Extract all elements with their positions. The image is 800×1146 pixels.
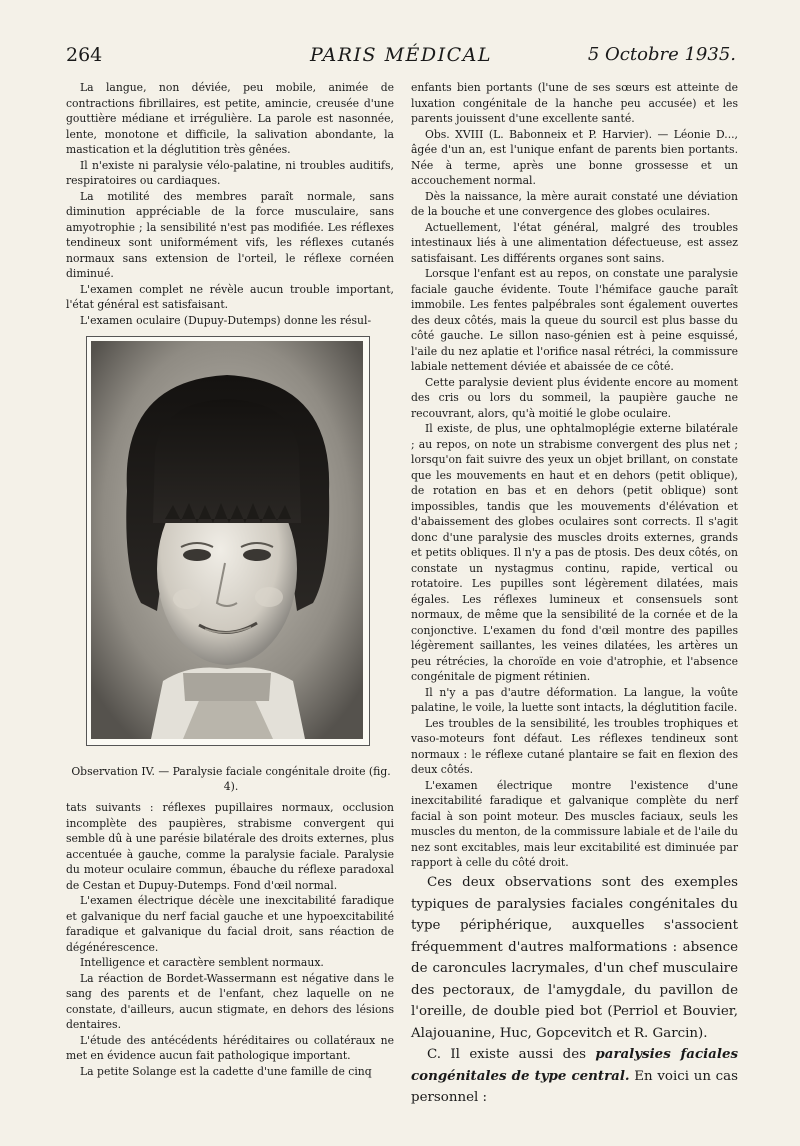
paragraph: Cette paralysie devient plus évidente encore au moment des cris ou lors du sommeil, la paupière gauche ne recouvrant, alors, qu'à moitié le globe oculaire.: [411, 375, 738, 420]
paragraph: enfants bien portants (l'une de ses sœurs est atteinte de luxation congénitale de la hanche peu accusée) et les parents jouissent d'une excellente santé.: [411, 81, 738, 125]
paragraph: Intelligence et caractère semblent normaux.: [80, 956, 324, 969]
figure-caption: Observation IV. — Paralysie faciale congénitale droite (fig. 4).: [71, 765, 391, 793]
right-column-top: [411, 80, 738, 871]
paragraph: L'examen électrique décèle une inexcitabilité faradique et galvanique du nerf facial gauche et une hypoexcitabilité faradique et galvanique du facial droit, sans réaction de dégénérescence.: [66, 894, 394, 954]
journal-title: PARIS MÉDICAL: [309, 44, 493, 66]
paragraph: L'examen oculaire (Dupuy-Dutemps) donne les résul-: [80, 313, 372, 327]
paragraph: La petite Solange est la cadette d'une famille de cinq: [80, 1064, 372, 1078]
paragraph: L'examen électrique montre l'existence d'une inexcitabilité faradique et galvanique complète du nerf facial à son point moteur. Des muscles faciaux, seuls les muscles du menton, de la commissure labiale et de l'aile du nez sont excitables, mais leur excitabilité est diminuée par rapport à celle du côté droit.: [411, 778, 738, 869]
figure-photo-frame: [86, 336, 370, 746]
page-number: 264: [66, 44, 103, 66]
child-portrait-photo: [91, 341, 363, 739]
paragraph: La réaction de Bordet-Wassermann est négative dans le sang des parents et de l'enfant, chez laquelle on ne constate, d'ailleurs, aucun stigmate, en dehors des lésions dentaires.: [66, 971, 394, 1031]
paragraph: [411, 1044, 738, 1109]
paragraph: Ces deux observations sont des exemples typiques de paralysies faciales congénitales du type périphérique, auxquelles s'associent fréquemment d'autres malformations : absence de caroncules lacrymales, d'un chef musculaire des pectoraux, de l'amygdale, du pavillon de l'oreille, de double pied bot (Perriol et Bouvier, Alajouanine, Huc, Gopcevitch et R. Garcin).: [411, 875, 738, 1041]
paragraph: L'examen complet ne révèle aucun trouble important, l'état général est satisfaisant.: [66, 282, 394, 311]
text-run: En voici un cas personnel :: [411, 1068, 738, 1105]
paragraph: Obs. XVIII (L. Babonneix et P. Harvier). — Léonie D..., âgée d'un an, est l'unique enfant de parents bien portants. Née à terme, après une bonne grossesse et un accouchement normal.: [411, 127, 738, 187]
paragraph: Actuellement, l'état général, malgré des troubles intestinaux liés à une alimentation défectueuse, est assez satisfaisant. Les différents organes sont sains.: [411, 220, 738, 265]
issue-date: 5 Octobre 1935.: [587, 44, 736, 65]
left-column-bottom: [66, 800, 394, 1079]
paragraph: Dès la naissance, la mère aurait constaté une déviation de la bouche et une convergence des globes oculaires.: [411, 189, 738, 218]
left-column-top: [66, 80, 394, 328]
right-column-bottom: [411, 872, 738, 1109]
paragraph: tats suivants : réflexes pupillaires normaux, occlusion incomplète des paupières, strabisme convergent qui semble dû à une parésie bilatérale des droits externes, plus accentuée à gauche, comme la paralysie faciale. Paralysie du moteur oculaire commun, ébauche du réflexe paradoxal de Cestan et Dupuy-Dutemps. Fond d'œil normal.: [66, 801, 394, 892]
paragraph: Les troubles de la sensibilité, les troubles trophiques et vaso-moteurs font défaut. Les réflexes tendineux sont normaux : le réflexe cutané plantaire se fait en flexion des deux côtés.: [411, 716, 738, 776]
paragraph: Il n'existe ni paralysie vélo-palatine, ni troubles auditifs, respiratoires ou cardiaques.: [66, 158, 394, 187]
paragraph: La motilité des membres paraît normale, sans diminution appréciable de la force musculaire, sans amyotrophie ; la sensibilité n'est pas modifiée. Les réflexes tendineux sont uniformément vifs, les réflexes cutanés normaux sans extension de l'orteil, le réflexe cornéen diminué.: [66, 189, 394, 280]
paragraph: Il n'y a pas d'autre déformation. La langue, la voûte palatine, le voile, la luette sont intacts, la déglutition facile.: [411, 685, 738, 714]
text-run: C. Il existe aussi des: [427, 1047, 596, 1062]
page-header: [66, 44, 736, 70]
paragraph: Il existe, de plus, une ophtalmoplégie externe bilatérale ; au repos, on note un strabisme convergent des plus net ; lorsqu'on fait suivre des yeux un objet brillant, on constate que les mouvements en haut et en dehors (petit oblique), de rotation en bas et en dehors (petit oblique) sont impossibles, tandis que les mouvements d'élévation et d'abaissement des globes oculaires sont corrects. Il s'agit donc d'une paralysie des muscles droits externes, grands et petits obliques. Il n'y a pas de ptosis. Des deux côtés, on constate un nystagmus continu, rapide, vertical ou rotatoire. Les pupilles sont légèrement dilatées, mais égales. Les réflexes lumineux et consensuels sont normaux, de même que la sensibilité de la cornée et de la conjonctive. L'examen du fond d'œil montre des papilles légèrement saillantes, les veines dilatées, les artères un peu rétrécies, la choroïde en voie d'atrophie, et l'absence congénitale de pigment rétinien.: [411, 422, 738, 683]
paragraph: L'étude des antécédents héréditaires ou collatéraux ne met en évidence aucun fait pathologique important.: [66, 1033, 394, 1062]
emphasized-text: paralysies faciales congénitales de type central.: [411, 1046, 739, 1084]
paragraph: Lorsque l'enfant est au repos, on constate une paralysie faciale gauche évidente. Toute l'hémiface gauche paraît immobile. Les fentes palpébrales sont également ouvertes des deux côtés, mais la queue du sourcil est plus basse du côté gauche. Le sillon naso-génien est à peine esquissé, l'aile du nez aplatie et l'orifice nasal rétréci, la commissure labiale nettement déviée et abaissée de ce côté.: [411, 267, 738, 373]
paragraph: La langue, non déviée, peu mobile, animée de contractions fibrillaires, est petite, amincie, creusée d'une gouttière médiane et irrégulière. La parole est nasonnée, lente, monotone et difficile, la salivation abondante, la mastication et la déglutition très gênées.: [66, 81, 394, 156]
